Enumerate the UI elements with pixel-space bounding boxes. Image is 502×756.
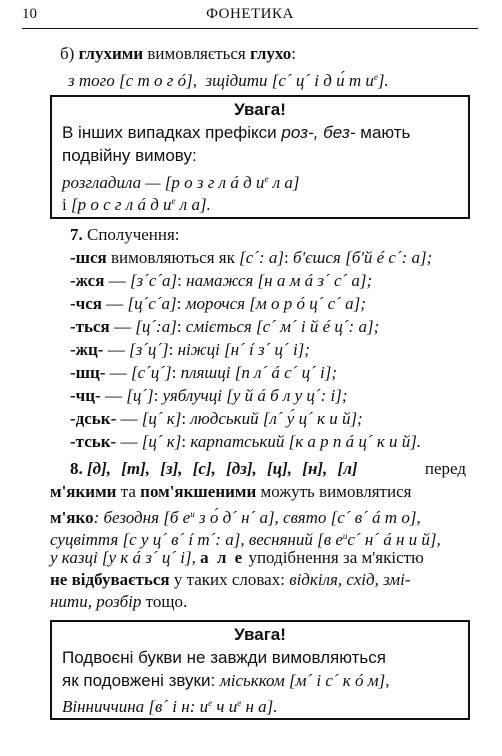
term-deafly: глухо [249, 44, 292, 63]
text: — [105, 363, 131, 382]
example: міськком [м´ і с´ к ó м], [219, 671, 390, 690]
separator: : [181, 409, 191, 428]
section-b-marker: б) [60, 44, 75, 63]
combination: -ться [70, 317, 110, 336]
example: с´ н´ á н и й], [347, 530, 441, 549]
transcription: [с´: а] [239, 248, 284, 267]
example: ніжці [н´ í з´ ц´ і]; [177, 340, 310, 359]
transcription: [р о с г л á д и [70, 195, 172, 214]
superscript: е [264, 174, 269, 184]
punct: : [291, 44, 296, 63]
separator: : [168, 340, 178, 359]
example: з о́ д´ н´ а], свято [с´ в´ á т о], [194, 508, 421, 527]
separator: : [181, 432, 191, 451]
combination-row [70, 385, 347, 407]
combination: -шц- [70, 363, 106, 382]
term-softened: пом'якшеними [140, 482, 257, 501]
rule-text: вимовляється [147, 44, 246, 63]
term-soft: м'якими [50, 482, 117, 501]
example: у казці [у к á з´ ц´ і], [50, 548, 201, 567]
example: уяблучці [у й á б л у ц´: і]; [162, 386, 348, 405]
combination-row [70, 293, 366, 315]
transcription: [з´ц´] [128, 340, 169, 359]
combination: -чся [70, 294, 102, 313]
text: мають [355, 123, 411, 142]
transcription-end: л а] [268, 173, 300, 192]
section-number: 8. [70, 459, 83, 478]
superscript: е [208, 698, 213, 708]
note-1-example-2 [62, 190, 211, 216]
combination-row [70, 270, 372, 292]
example: відкіля, схід, змі- [289, 570, 411, 589]
superscript: е [373, 72, 378, 82]
text: — [104, 271, 130, 290]
text: як подовжені звуки: [62, 671, 220, 690]
separator: : [177, 271, 187, 290]
section-8-line-2 [50, 481, 411, 503]
superscript: е [237, 698, 242, 708]
note-title: Увага! [234, 100, 286, 119]
superscript: е [171, 196, 176, 206]
example: : безодня [б е [93, 508, 191, 527]
example: пляшці [п л´ á с´ ц´ і]; [180, 363, 338, 382]
combination-row [70, 339, 310, 361]
note-title: Увага! [234, 625, 286, 644]
superscript: и [342, 531, 348, 541]
transcription: [ц´] [126, 386, 154, 405]
section-8-line-5 [50, 547, 424, 569]
transcription: [ц´с´а] [127, 294, 177, 313]
separator: : [176, 294, 186, 313]
page-header [22, 6, 478, 29]
combination: -жц- [70, 340, 104, 359]
text: — [103, 340, 129, 359]
separator: : [283, 248, 293, 267]
example: нити, розбір [50, 592, 142, 611]
text: — [102, 294, 128, 313]
section-b-examples [68, 66, 389, 92]
section-heading: Сполучення: [87, 225, 180, 244]
running-title: ФОНЕТИКА [206, 6, 294, 22]
term-softly: м'яко [50, 508, 94, 527]
combination-row [70, 408, 363, 430]
transcription: [з´с´а] [129, 271, 178, 290]
separator: : [171, 363, 181, 382]
term-deaf: глухими [78, 44, 144, 63]
transcription: [ц´ к] [141, 432, 182, 451]
text: та [116, 482, 141, 501]
text: вимовляються як [106, 248, 240, 267]
spaced-but: а л е [200, 548, 245, 567]
transcription: [ц´:а] [135, 317, 177, 336]
combination-row [70, 362, 337, 384]
example: сміється [с´ м´ і й é ц´: а]; [185, 317, 380, 336]
transcription: [с´ц´] [130, 363, 172, 382]
separator: : [153, 386, 163, 405]
text: В інших випадках префікси [62, 123, 282, 142]
section-number: 7. [70, 225, 83, 244]
example-zshchidyty: зщідити [с´ ц´ і д и́ т и [205, 71, 374, 90]
text: тощо. [141, 592, 188, 611]
note-1-line-1 [62, 122, 410, 144]
text: — [100, 386, 127, 405]
transcription-end: л а]. [175, 195, 211, 214]
conjunction: і [62, 195, 71, 214]
example: людський [л´ у́ ц´ к и й]; [190, 409, 363, 428]
punct: ]. [377, 71, 389, 90]
page-number: 10 [22, 6, 37, 22]
example: б'єшся [б'й é с´: а]; [292, 248, 433, 267]
note-2-line-1: Подвоєні букви не завжди вимовляються [62, 648, 386, 667]
superscript: и [190, 509, 195, 519]
text: — [109, 317, 136, 336]
example: суцвіття [с у ц´ в´ í т´: а], весняний [в е [50, 530, 343, 549]
note-2-line-2 [62, 670, 389, 692]
combination: -жся [70, 271, 105, 290]
sounds-list: [д], [т], [з], [с], [дз], [ц], [н], [л] [87, 459, 358, 478]
text: у таких словах: [169, 570, 290, 589]
example: Вінниччина [в´ і н: и [62, 697, 209, 716]
example-z-toho: з того [с т о г ó], [68, 71, 197, 90]
transcription: [р о з г л á д и [164, 173, 265, 192]
text: перед [424, 459, 466, 478]
example: н а]. [241, 697, 278, 716]
example: морочся [м о р ó ц´ с´ а]; [185, 294, 366, 313]
combination: -тськ- [70, 432, 117, 451]
text: уподібнення за м'якістю [244, 548, 424, 567]
section-8-line-7 [50, 591, 187, 613]
section-8-line-1 [70, 458, 466, 480]
text: — [116, 409, 142, 428]
combination-row [70, 431, 421, 453]
note-1-line-2: подвійну вимову: [62, 146, 197, 165]
note-box-1 [50, 95, 470, 219]
example: намажся [н а м á з´ с´ а]; [186, 271, 373, 290]
combination-row [70, 316, 379, 338]
transcription: [ц´ к] [141, 409, 182, 428]
section-7-heading [70, 224, 180, 246]
section-b-rule [60, 43, 296, 65]
combination-row [70, 247, 432, 269]
text: — [116, 432, 142, 451]
example-word: розгладила [62, 173, 142, 192]
dash: — [141, 173, 165, 192]
example: ч и [212, 697, 238, 716]
note-2-line-3 [62, 692, 278, 718]
combination: -шся [70, 248, 107, 267]
combination: -чц- [70, 386, 101, 405]
combination: -дськ- [70, 409, 117, 428]
section-8-line-6 [50, 569, 411, 591]
text: можуть вимовлятися [256, 482, 412, 501]
example: карпатський [к а р п á ц´ к и й]. [190, 432, 422, 451]
prefixes: роз-, без- [281, 123, 356, 142]
term-not-happens: не відбувається [50, 570, 170, 589]
note-box-2 [50, 620, 470, 720]
separator: : [176, 317, 186, 336]
